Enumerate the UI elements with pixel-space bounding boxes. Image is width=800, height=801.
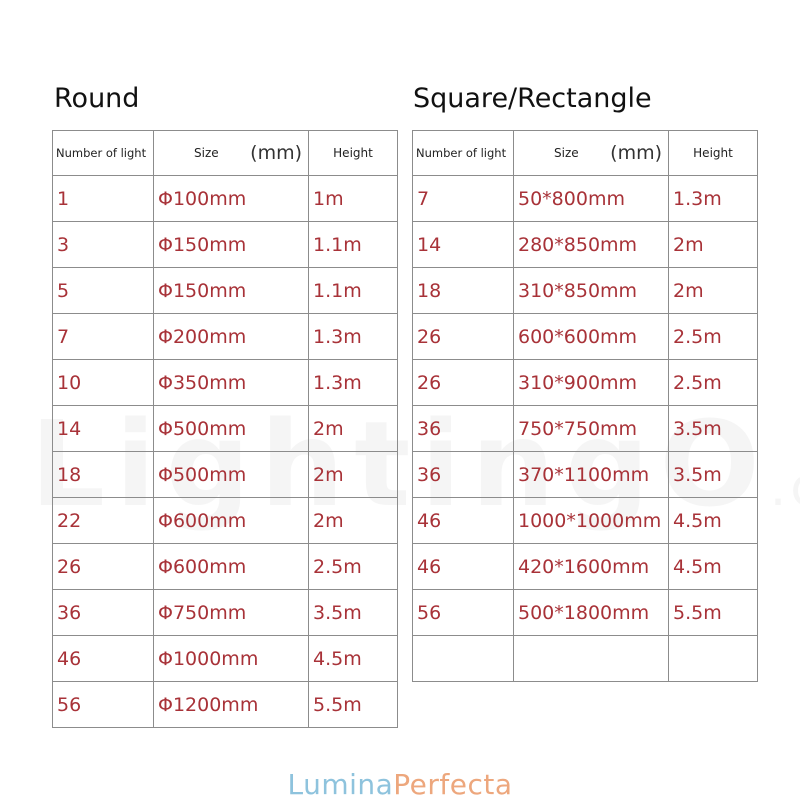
number-of-light-cell: 18 [413,268,514,314]
round-section-title: Round [54,83,140,114]
number-of-light-header: Number of light [53,131,154,176]
number-of-light-cell: 18 [53,452,154,498]
size-cell: 280*850mm [514,222,669,268]
size-cell: Φ100mm [154,176,309,222]
size-header-label: Size [194,146,219,160]
size-cell: 1000*1000mm [514,498,669,544]
table-row [413,268,758,314]
size-header [154,131,309,176]
size-cell: 420*1600mm [514,544,669,590]
number-of-light-cell: 36 [413,406,514,452]
table-row [413,406,758,452]
height-cell: 4.5m [309,636,398,682]
table-header-row [53,131,398,176]
height-cell: 2m [669,222,758,268]
size-cell: 370*1100mm [514,452,669,498]
table-row [413,590,758,636]
height-cell: 5.5m [309,682,398,728]
table-row [53,682,398,728]
table-row [413,544,758,590]
number-of-light-cell: 36 [413,452,514,498]
brand-logo: LuminaPerfecta [287,768,513,801]
height-cell: 2m [309,498,398,544]
height-cell: 4.5m [669,498,758,544]
height-cell: 2m [309,452,398,498]
number-of-light-cell: 26 [413,314,514,360]
size-cell: 600*600mm [514,314,669,360]
number-of-light-cell: 56 [413,590,514,636]
number-of-light-cell: 10 [53,360,154,406]
round-size-table [52,130,398,728]
height-cell [669,636,758,682]
table-row [413,222,758,268]
number-of-light-header: Number of light [413,131,514,176]
size-cell: 750*750mm [514,406,669,452]
table-row [53,452,398,498]
size-cell: Φ600mm [154,544,309,590]
size-cell: Φ600mm [154,498,309,544]
height-cell: 4.5m [669,544,758,590]
square-rectangle-size-table [412,130,758,682]
number-of-light-cell: 36 [53,590,154,636]
table-row [53,590,398,636]
unit-label: (mm) [250,142,302,164]
height-cell: 1.3m [309,360,398,406]
number-of-light-cell: 56 [53,682,154,728]
size-cell: 50*800mm [514,176,669,222]
table-row [53,406,398,452]
table-row [413,498,758,544]
height-header: Height [309,131,398,176]
size-cell: 310*850mm [514,268,669,314]
number-of-light-cell: 1 [53,176,154,222]
number-of-light-cell: 46 [413,544,514,590]
table-row [53,176,398,222]
number-of-light-cell: 5 [53,268,154,314]
size-cell: Φ350mm [154,360,309,406]
height-cell: 1.3m [669,176,758,222]
height-cell: 2.5m [669,314,758,360]
height-cell: 2.5m [309,544,398,590]
size-cell: Φ500mm [154,452,309,498]
size-header-label: Size [554,146,579,160]
table-row [413,360,758,406]
table-row [413,636,758,682]
table-row [413,314,758,360]
size-cell: Φ1200mm [154,682,309,728]
height-cell: 1.1m [309,222,398,268]
table-row [53,544,398,590]
number-of-light-cell: 26 [53,544,154,590]
size-cell: Φ750mm [154,590,309,636]
number-of-light-cell: 26 [413,360,514,406]
height-cell: 1m [309,176,398,222]
number-of-light-cell: 7 [413,176,514,222]
number-of-light-cell [413,636,514,682]
table-row [53,636,398,682]
square-section-title: Square/Rectangle [413,83,652,114]
table-row [53,498,398,544]
table-row [413,176,758,222]
size-cell: Φ200mm [154,314,309,360]
size-cell [514,636,669,682]
size-cell: Φ500mm [154,406,309,452]
table-row [413,452,758,498]
table-row [53,222,398,268]
table-row [53,360,398,406]
size-cell: 310*900mm [514,360,669,406]
number-of-light-cell: 22 [53,498,154,544]
height-header: Height [669,131,758,176]
size-cell: Φ150mm [154,268,309,314]
size-cell: Φ1000mm [154,636,309,682]
size-cell: 500*1800mm [514,590,669,636]
number-of-light-cell: 14 [53,406,154,452]
unit-label: (mm) [610,142,662,164]
size-cell: Φ150mm [154,222,309,268]
size-header [514,131,669,176]
height-cell: 1.3m [309,314,398,360]
number-of-light-cell: 3 [53,222,154,268]
height-cell: 2.5m [669,360,758,406]
table-header-row [413,131,758,176]
height-cell: 3.5m [669,452,758,498]
height-cell: 2m [669,268,758,314]
height-cell: 2m [309,406,398,452]
number-of-light-cell: 7 [53,314,154,360]
height-cell: 5.5m [669,590,758,636]
height-cell: 1.1m [309,268,398,314]
height-cell: 3.5m [309,590,398,636]
number-of-light-cell: 46 [53,636,154,682]
number-of-light-cell: 14 [413,222,514,268]
number-of-light-cell: 46 [413,498,514,544]
table-row [53,268,398,314]
table-row [53,314,398,360]
height-cell: 3.5m [669,406,758,452]
